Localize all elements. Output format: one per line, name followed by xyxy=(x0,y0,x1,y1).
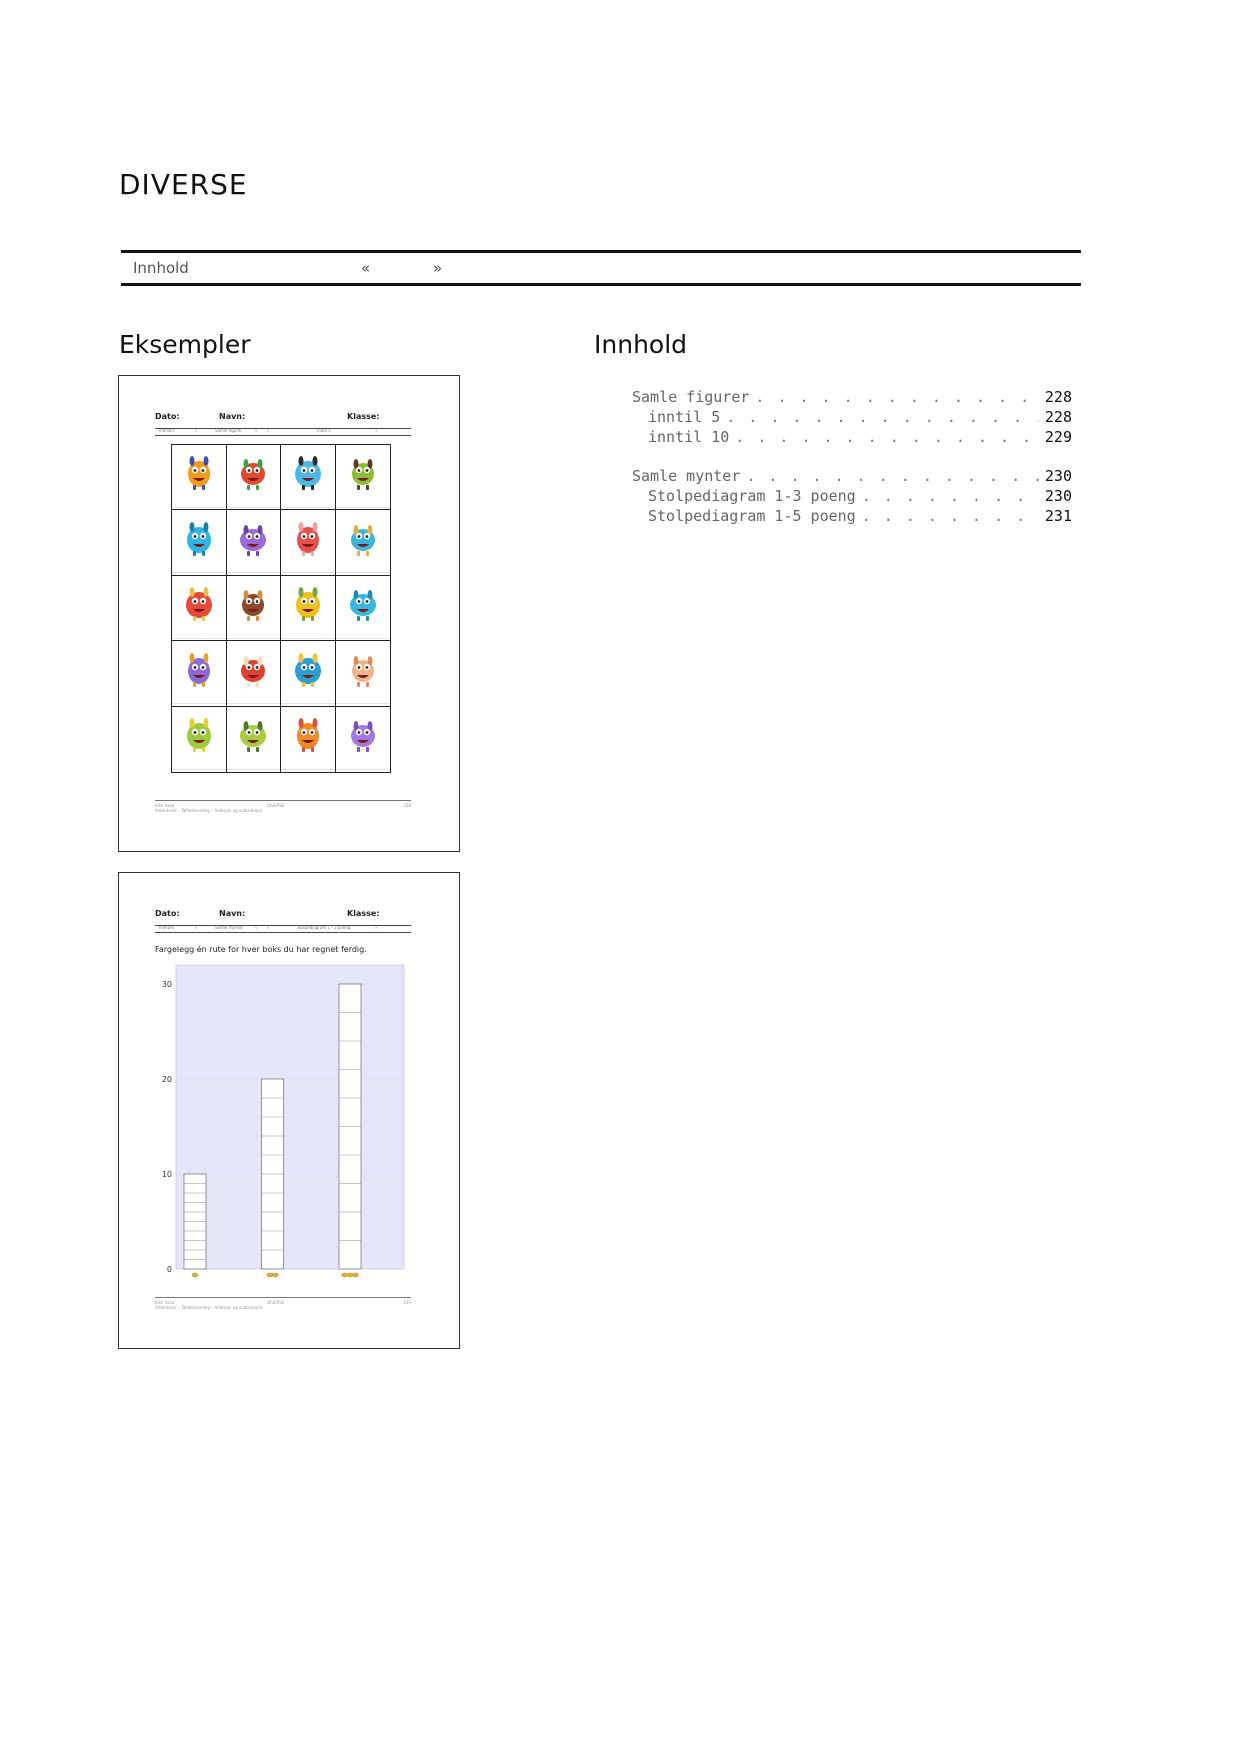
sheet-footer-left-2: Arbeidsark – Tallbehandling – Addisjon og subtraksjon xyxy=(155,808,263,813)
toc-leader xyxy=(746,467,1039,485)
toc-page: 229 xyxy=(1044,428,1072,446)
table-of-contents xyxy=(632,388,1072,527)
sheet-name-label: Navn: xyxy=(219,909,246,918)
sheet-date-label: Dato: xyxy=(155,909,180,918)
monster-cell xyxy=(172,576,227,641)
toc-label: Stolpediagram 1-3 poeng xyxy=(648,487,856,505)
nav-bar xyxy=(121,250,1081,286)
monster-cell xyxy=(281,576,336,641)
toc-label: Stolpediagram 1-5 poeng xyxy=(648,507,856,525)
brown-tree-monster-icon xyxy=(236,585,270,623)
coin-icon xyxy=(192,1273,198,1277)
toc-group-figures[interactable] xyxy=(632,388,1072,408)
sheet-footer-page: 228 xyxy=(403,803,411,808)
sheet-subnav-sep1: « xyxy=(255,428,258,433)
nav-prev-link[interactable]: « xyxy=(361,259,371,277)
monster-cell xyxy=(281,445,336,510)
blue-spider-monster-icon xyxy=(291,454,325,492)
yellow-pear-monster-icon xyxy=(291,585,325,623)
sheet-subnav-next: » xyxy=(375,925,378,930)
blue-dino-monster-icon xyxy=(291,651,325,689)
monster-cell xyxy=(172,445,227,510)
toc-item-coins-5[interactable] xyxy=(632,507,1072,527)
toc-page: 230 xyxy=(1044,467,1072,485)
monster-grid xyxy=(171,444,391,773)
green-caterpillar-monster-icon xyxy=(182,716,216,754)
sheet-subnav-topic: Samle mynter xyxy=(215,925,244,930)
coin-icon xyxy=(342,1273,348,1277)
sheet-subnav-prev: « xyxy=(195,925,198,930)
monster-cell xyxy=(172,707,227,772)
sheet-name-label: Navn: xyxy=(219,412,246,421)
sheet-class-label: Klasse: xyxy=(347,412,380,421)
y-tick-label: 20 xyxy=(161,1075,172,1084)
monster-cell xyxy=(227,576,282,641)
monster-cell xyxy=(172,641,227,706)
toc-leader xyxy=(726,408,1039,426)
y-tick-label: 30 xyxy=(161,980,172,989)
cyan-blob-monster-icon xyxy=(182,520,216,558)
toc-group-coins[interactable] xyxy=(632,467,1072,487)
coin-icon xyxy=(353,1273,359,1277)
toc-leader xyxy=(735,428,1039,446)
toc-leader xyxy=(862,507,1039,525)
red-cyclops-monster-icon xyxy=(182,585,216,623)
sheet-date-label: Dato: xyxy=(155,412,180,421)
sheet-subnav-home: Innhold xyxy=(159,428,174,433)
sheet-subnav-home: Innhold xyxy=(159,925,174,930)
toc-item-figures-5[interactable] xyxy=(632,408,1072,428)
toc-item-figures-10[interactable] xyxy=(632,428,1072,448)
example-thumbnail-figures[interactable] xyxy=(118,375,460,852)
monster-cell xyxy=(336,707,391,772)
purple-puddle-monster-icon xyxy=(346,716,380,754)
sheet-footer-center: DIVERSE xyxy=(267,1300,285,1305)
teal-goggle-monster-icon xyxy=(346,520,380,558)
monster-cell xyxy=(227,641,282,706)
examples-heading: Eksempler xyxy=(119,330,251,359)
contents-heading: Innhold xyxy=(594,330,688,359)
monster-cell xyxy=(336,641,391,706)
sheet-footer-left-2: Arbeidsark – Tallbehandling – Addisjon og subtraksjon xyxy=(155,1305,263,1310)
sheet-instruction: Fargelegg én rute for hver boks du har regnet ferdig. xyxy=(155,945,367,954)
toc-label: inntil 10 xyxy=(648,428,730,446)
monster-cell xyxy=(281,641,336,706)
toc-gap xyxy=(632,448,1072,467)
sheet-class-label: Klasse: xyxy=(347,909,380,918)
sheet-subnav-sep1: « xyxy=(255,925,258,930)
cyan-multi-eye-monster-icon xyxy=(346,585,380,623)
toc-label: Samle figurer xyxy=(632,388,750,406)
red-crab-monster-icon xyxy=(291,520,325,558)
peach-jelly-monster-icon xyxy=(346,651,380,689)
toc-leader xyxy=(862,487,1039,505)
sheet-subnav-level: Stolpediagram 1 - 3 poeng xyxy=(297,925,351,930)
example-thumbnail-coins[interactable] xyxy=(118,872,460,1349)
sheet-subnav-next: » xyxy=(375,428,378,433)
sheet-footer xyxy=(155,1297,411,1310)
coin-icon xyxy=(272,1273,278,1277)
monster-cell xyxy=(281,510,336,575)
red-leafy-monster-icon xyxy=(236,454,270,492)
green-bug-monster-icon xyxy=(236,716,270,754)
monster-cell xyxy=(281,707,336,772)
toc-page: 231 xyxy=(1044,507,1072,525)
nav-home-link[interactable]: Innhold xyxy=(133,259,189,277)
toc-page: 228 xyxy=(1044,388,1072,406)
toc-page: 230 xyxy=(1044,487,1072,505)
y-tick-label: 10 xyxy=(161,1170,172,1179)
sheet-footer-left: Kikk hasa xyxy=(155,1300,175,1305)
monster-cell xyxy=(227,707,282,772)
sheet-footer-left: Kikk hasa xyxy=(155,803,175,808)
purple-bat-monster-icon xyxy=(182,651,216,689)
sheet-subnav-level: inntil 5 xyxy=(317,428,331,433)
page-title: DIVERSE xyxy=(119,168,248,201)
toc-page: 228 xyxy=(1044,408,1072,426)
sheet-subnav-sep2: » xyxy=(267,428,270,433)
toc-leader xyxy=(755,388,1039,406)
orange-horned-monster-icon xyxy=(182,454,216,492)
monster-cell xyxy=(172,510,227,575)
toc-label: Samle mynter xyxy=(632,467,741,485)
sheet-subnav-topic: Samle figurer xyxy=(215,428,242,433)
monster-cell xyxy=(227,445,282,510)
red-mushroom-monster-icon xyxy=(236,651,270,689)
purple-octopus-monster-icon xyxy=(236,520,270,558)
sheet-subnav-prev: « xyxy=(195,428,198,433)
y-tick-label: 0 xyxy=(166,1265,172,1274)
coin-icon xyxy=(267,1273,273,1277)
sheet-footer-center: DIVERSE xyxy=(267,803,285,808)
toc-label: inntil 5 xyxy=(648,408,721,426)
monster-cell xyxy=(336,445,391,510)
bar-chart xyxy=(119,873,459,1348)
nav-next-link[interactable]: » xyxy=(433,259,443,277)
sheet-subnav-sep2: » xyxy=(267,925,270,930)
orange-fuzzy-monster-icon xyxy=(291,716,325,754)
green-big-monster-icon xyxy=(346,454,380,492)
coin-icon xyxy=(347,1273,353,1277)
monster-cell xyxy=(336,510,391,575)
sheet-subnav xyxy=(155,428,411,436)
plot-area xyxy=(176,965,404,1269)
monster-cell xyxy=(227,510,282,575)
monster-cell xyxy=(336,576,391,641)
sheet-footer-page: 230 xyxy=(403,1300,411,1305)
toc-item-coins-3[interactable] xyxy=(632,487,1072,507)
sheet-footer xyxy=(155,800,411,813)
